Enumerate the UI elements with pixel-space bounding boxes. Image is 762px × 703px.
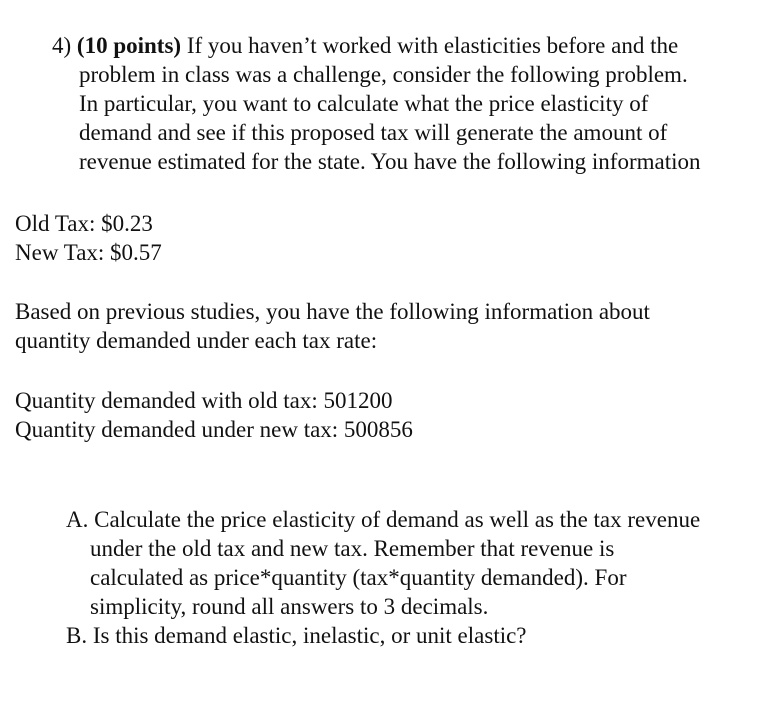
studies-paragraph [15, 297, 755, 355]
question-text-line: In particular, you want to calculate what the price elasticity of [79, 91, 649, 116]
question-text-line: revenue estimated for the state. You have the following information [79, 149, 701, 174]
quantity-info [15, 386, 755, 444]
old-tax: Old Tax: $0.23 [15, 211, 153, 236]
question-text-line: If you haven’t worked with elasticities before and the [186, 33, 679, 58]
studies-line: Based on previous studies, you have the following information about [15, 299, 650, 324]
question-number: 4) [52, 33, 72, 58]
part-a-line: under the old tax and new tax. Remember that revenue is [90, 536, 615, 561]
tax-info [15, 209, 755, 267]
question-text-line: demand and see if this proposed tax will generate the amount of [79, 120, 668, 145]
part-b-line: B. Is this demand elastic, inelastic, or unit elastic? [66, 623, 527, 648]
question-header [52, 31, 762, 176]
quantity-old-tax: Quantity demanded with old tax: 501200 [15, 388, 393, 413]
part-a-line: calculated as price*quantity (tax*quantity demanded). For [90, 565, 627, 590]
part-a-line: simplicity, round all answers to 3 decimals. [90, 594, 489, 619]
question-points: (10 points) [76, 33, 182, 58]
new-tax: New Tax: $0.57 [15, 240, 162, 265]
question-text-line: problem in class was a challenge, consider the following problem. [79, 62, 688, 87]
part-a [66, 505, 762, 621]
question-first-line [52, 31, 762, 60]
studies-line: quantity demanded under each tax rate: [15, 328, 378, 353]
part-a-line: A. Calculate the price elasticity of demand as well as the tax revenue [66, 507, 701, 532]
part-b [66, 621, 762, 650]
question-parts [66, 505, 762, 650]
quantity-new-tax: Quantity demanded under new tax: 500856 [15, 417, 413, 442]
